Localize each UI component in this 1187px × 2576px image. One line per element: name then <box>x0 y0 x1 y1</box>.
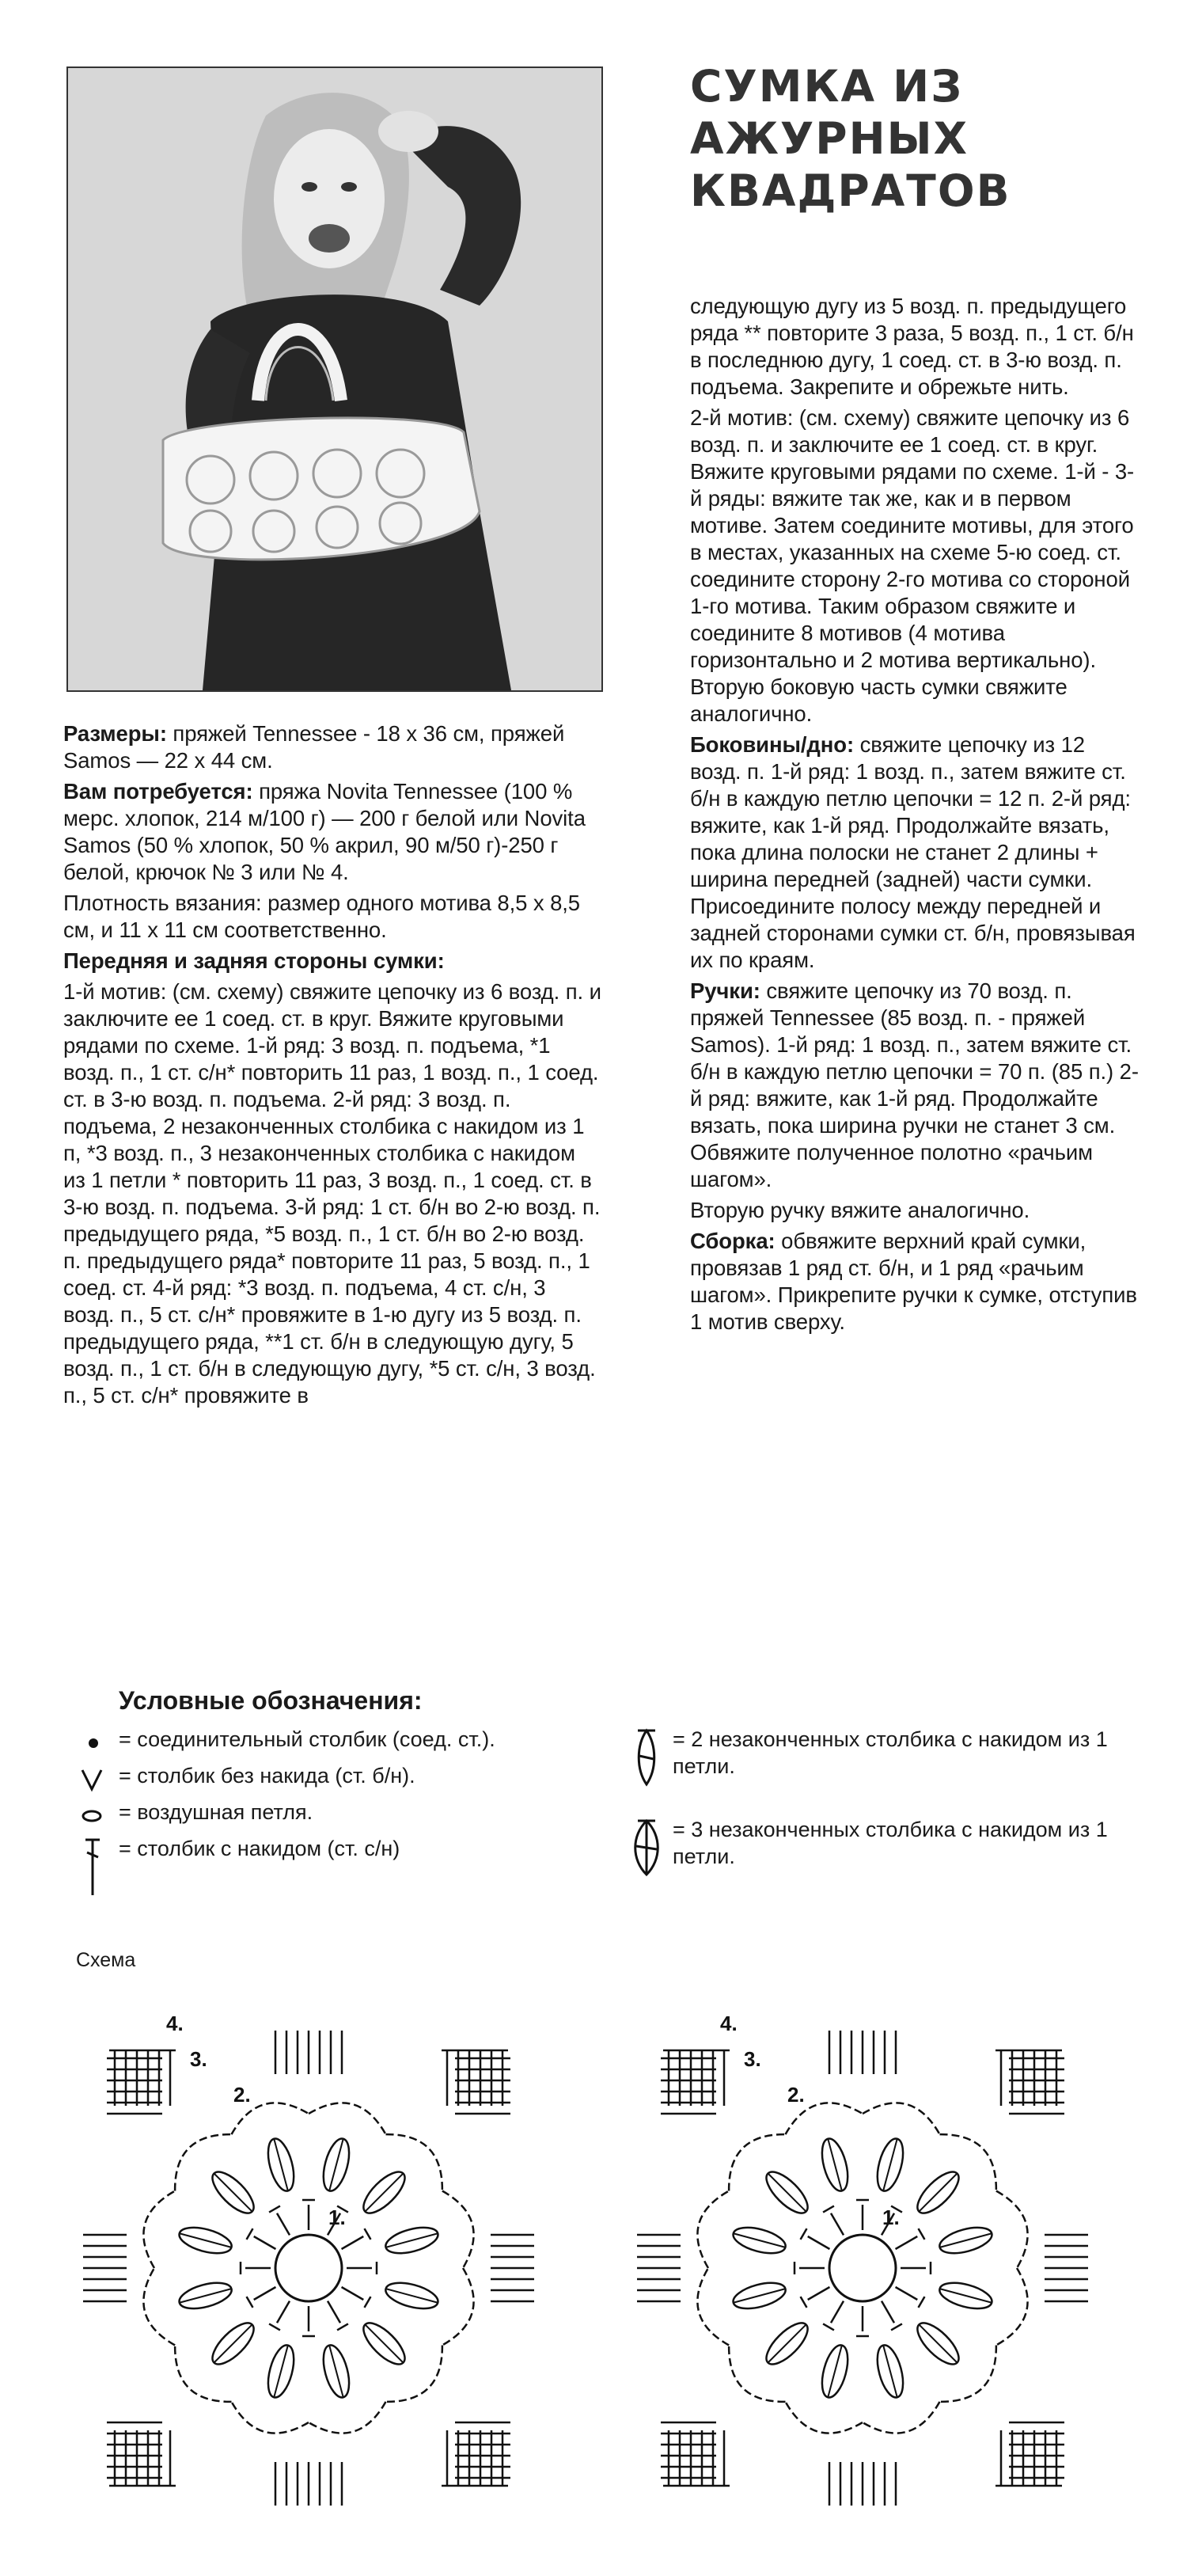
assembly-paragraph: Сборка: обвяжите верхний край сумки, провязав 1 ряд ст. б/н, и 1 ряд «рачьим шагом». Прикрепите ручки к сумке, отступив 1 мотив сверху. <box>690 1229 1137 1334</box>
row1-stitch-top <box>823 2323 834 2330</box>
legend-item-double-crochet: = столбик с накидом (ст. с/н) <box>71 1835 625 1898</box>
single-crochet-v-icon <box>71 1762 111 1797</box>
legend-heading: Условные обозначения: <box>119 1686 423 1715</box>
row1-stitch <box>254 2236 276 2249</box>
crochet-scheme <box>63 1979 1147 2557</box>
row1-stitch <box>342 2236 364 2249</box>
row1-stitch <box>896 2236 918 2249</box>
row-number-label: 4. <box>720 2012 738 2035</box>
row1-stitch <box>896 2287 918 2300</box>
row3-chain-arc <box>996 2191 1028 2269</box>
row1-stitch <box>342 2287 364 2300</box>
row1-stitch-top <box>801 2297 807 2308</box>
row1-stitch <box>277 2301 290 2323</box>
row1-stitch-top <box>247 2228 253 2240</box>
row3-chain-arc <box>442 2268 474 2346</box>
row1-stitch-top <box>823 2206 834 2213</box>
motif-2-frame <box>625 2007 1100 2529</box>
continuation-paragraph: следующую дугу из 5 возд. п. предыдущего ряда ** повторите 3 раза, 5 возд. п., 1 ст. б/н в последнюю дугу, 1 соед. ст. в 3-ю возд. п. подъема. Закрепите и обрежьте нить. <box>690 294 1134 399</box>
row3-chain-arc <box>863 2103 940 2134</box>
row1-stitch <box>831 2213 844 2236</box>
row1-stitch-top <box>918 2297 924 2308</box>
row1-stitch-top <box>364 2297 370 2308</box>
front-back-heading: Передняя и задняя стороны сумки: <box>63 948 445 973</box>
row1-stitch-top <box>364 2228 370 2240</box>
row3-chain-arc <box>309 2103 386 2134</box>
left-column <box>63 720 601 1413</box>
row1-stitch <box>808 2236 830 2249</box>
legend-item-slip-stitch: = соединительный столбик (соед. ст.). <box>71 1726 625 1757</box>
row1-stitch <box>882 2301 894 2323</box>
second-handle-paragraph: Вторую ручку вяжите аналогично. <box>690 1198 1030 1222</box>
sizes-paragraph: Размеры: пряжей Tennessee - 18 х 36 см, пряжей Samos — 22 х 44 см. <box>63 721 565 773</box>
crochet-scheme-drawing <box>63 1979 1147 2557</box>
row-number-label: 2. <box>233 2083 251 2107</box>
row3-chain-arc <box>697 2191 729 2269</box>
scheme-label: Схема <box>76 1949 136 1971</box>
handles-paragraph: Ручки: свяжите цепочку из 70 возд. п. пряжей Tennessee (85 возд. п. - пряжей Samos). 1-й ряд: 1 возд. п., затем вяжите ст. б/н в каждую петлю цепочки = 70 п. (85 п.) 2-й ряд: вяжите, как 1-й ряд. Продолжайте вязать, пока ширина ручки не станет 3 см. Обвяжите полученное полотно «рачьим шагом». <box>690 978 1139 1191</box>
row3-chain-arc <box>232 2402 309 2434</box>
row3-chain-arc <box>232 2103 309 2134</box>
motif-1-frame <box>71 2007 546 2529</box>
row1-stitch <box>254 2287 276 2300</box>
chain-oval-icon <box>71 1799 111 1833</box>
row-number-label: 3. <box>190 2047 207 2071</box>
row1-stitch-top <box>891 2323 902 2330</box>
row3-chain-arc <box>996 2268 1028 2346</box>
cluster-2-icon <box>625 1726 665 1789</box>
row3-chain-arc <box>143 2268 175 2346</box>
materials-paragraph: Вам потребуется: пряжа Novita Tennessee (100 % мерс. хлопок, 214 м/100 г) — 200 г белой или Novita Samos (50 % хлопок, 50 % акрил, 90 м/50 г)-250 г белой, крючок № 3 или № 4. <box>63 779 586 884</box>
row1-stitch-top <box>337 2323 348 2330</box>
motif-2-center-ring <box>829 2235 896 2301</box>
row-number-label: 3. <box>744 2047 761 2071</box>
product-photo <box>66 66 603 692</box>
double-crochet-icon <box>71 1835 111 1898</box>
legend <box>71 1686 1147 1908</box>
row1-stitch <box>277 2213 290 2236</box>
row-number-label: 1. <box>882 2206 900 2229</box>
row1-stitch <box>808 2287 830 2300</box>
legend-item-cluster-3: = 3 незаконченных столбика с накидом из 1 петли. <box>625 1816 1147 1879</box>
slip-stitch-dot-icon <box>71 1726 111 1761</box>
motif2-paragraph: 2-й мотив: (см. схему) свяжите цепочку из 6 возд. п. и заключите ее 1 соед. ст. в круг. Вяжите круговыми рядами по схеме. 1-й - 3-й ряды: вяжите так же, как и в первом мотиве. Затем соедините мотивы, для этого в местах, указанных на схеме 5-ю соед. ст. соедините сторону 2-го мотива со стороной 1-го мотива. Таким образом свяжите и соедините 8 мотивов (4 мотива горизонтально и 2 мотива вертикально). Вторую боковую часть сумки свяжите аналогично. <box>690 405 1135 726</box>
gauge-paragraph: Плотность вязания: размер одного мотива 8,5 х 8,5 см, и 11 х 11 см соответственно. <box>63 891 580 942</box>
row3-chain-arc <box>143 2191 175 2269</box>
article-title: СУМКА ИЗ АЖУРНЫХ КВАДРАТОВ <box>690 61 1011 216</box>
legend-item-single-crochet: = столбик без накида (ст. б/н). <box>71 1762 625 1794</box>
motif-1-center-ring <box>275 2235 342 2301</box>
row-number-label: 4. <box>166 2012 184 2035</box>
row3-chain-arc <box>786 2103 863 2134</box>
right-column <box>690 293 1141 1339</box>
row1-stitch-top <box>918 2228 924 2240</box>
row1-stitch-top <box>269 2323 280 2330</box>
cluster-3-icon <box>625 1816 665 1879</box>
legend-item-cluster-2: = 2 незаконченных столбика с накидом из 1 петли. <box>625 1726 1147 1789</box>
row3-chain-arc <box>786 2402 863 2434</box>
row3-chain-arc <box>442 2191 474 2269</box>
row3-chain-arc <box>863 2402 940 2434</box>
row1-stitch <box>328 2301 340 2323</box>
sides-paragraph: Боковины/дно: свяжите цепочку из 12 возд. п. 1-й ряд: 1 возд. п., затем вяжите ст. б/н в каждую петлю цепочки = 12 п. 2-й ряд: вяжите, как 1-й ряд. Продолжайте вязать, пока длина полоски не станет 2 длины + ширина передней (задней) части сумки. Присоедините полосу между передней и задней сторонами сумки ст. б/н, провязывая их по краям. <box>690 732 1136 972</box>
row-number-label: 2. <box>787 2083 805 2107</box>
legend-item-chain: = воздушная петля. <box>71 1799 625 1830</box>
row1-stitch-top <box>247 2297 253 2308</box>
row1-stitch <box>831 2301 844 2323</box>
row1-stitch-top <box>269 2206 280 2213</box>
row1-stitch-top <box>801 2228 807 2240</box>
row-number-label: 1. <box>328 2206 346 2229</box>
row3-chain-arc <box>697 2268 729 2346</box>
row3-chain-arc <box>309 2402 386 2434</box>
motif1-paragraph: 1-й мотив: (см. схему) свяжите цепочку из 6 возд. п. и заключите ее 1 соед. ст. в круг. Вяжите круговыми рядами по схеме. 1-й ряд: 3 возд. п. подъема, *1 возд. п., 1 ст. с/н* повторить 11 раз, 1 возд. п., 1 соед. ст. в 3-ю возд. п. подъема. 2-й ряд: 3 возд. п. подъема, 2 незаконченных столбика с накидом из 1 п, *3 возд. п., 3 незаконченных столбика с накидом из 1 петли * повторить 11 раз, 3 возд. п., 1 соед. ст. в 3-ю возд. п. подъема. 3-й ряд: 1 ст. б/н во 2-ю возд. п. предыдущего ряда, *5 возд. п., 1 ст. б/н во 2-ю возд. п. предыдущего ряда* повторите 11 раз, 5 возд. п., 1 соед. ст. 4-й ряд: *3 возд. п. подъема, 4 ст. с/н, 3 возд. п., 5 ст. с/н* провяжите в 1-ю дугу из 5 возд. п. предыдущего ряда, **1 ст. б/н в следующую дугу, 5 возд. п., 1 ст. б/н в следующую дугу, *5 ст. с/н, 3 возд. п., 5 ст. с/н* провяжите в <box>63 979 601 1408</box>
